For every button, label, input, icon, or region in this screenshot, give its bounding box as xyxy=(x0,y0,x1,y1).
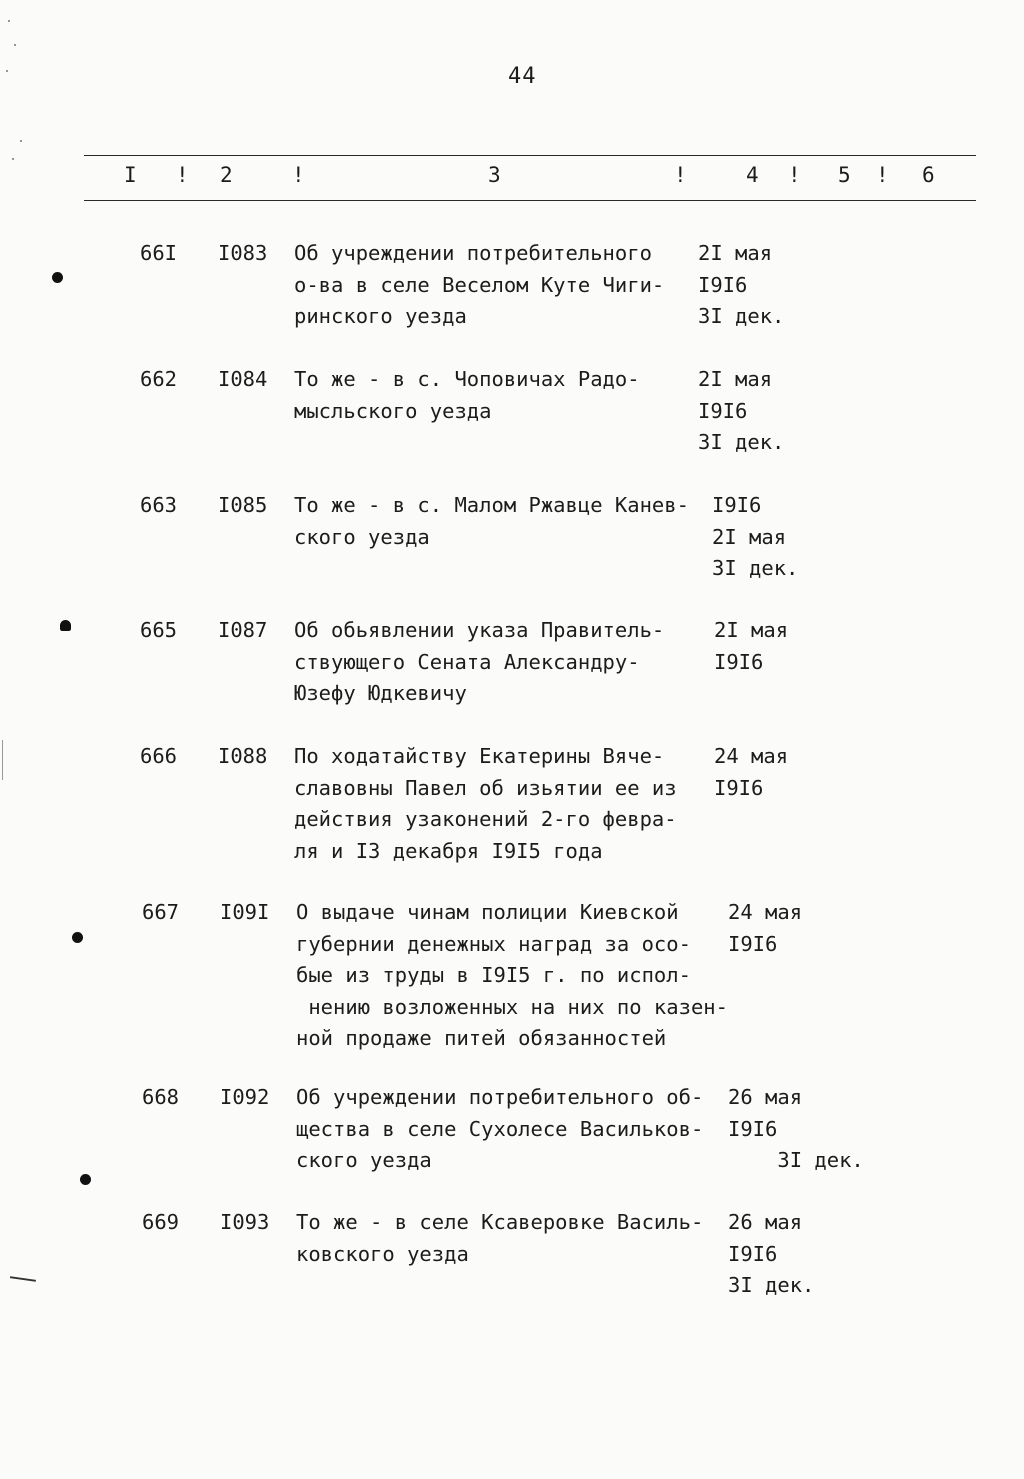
file-code: I084 xyxy=(218,367,268,391)
pen-scratch xyxy=(10,1276,36,1281)
table-header-rule xyxy=(84,200,976,201)
column-header-3: 3 xyxy=(488,163,501,187)
item-number: 666 xyxy=(140,744,178,768)
column-separator: ! xyxy=(788,163,801,187)
binding-hole-mark xyxy=(80,1174,91,1185)
item-description: То же - в с. Чоповичах Радо- мысльского уезда xyxy=(294,367,640,423)
item-description: О выдаче чинам полиции Киевской губернии денежных наград за осо- бые из труды в I9I5 г. по испол- нению возложенных на них по казен- ной продаже питей обязанностей xyxy=(296,900,728,1050)
item-dates: 2I мая I9I6 xyxy=(714,618,789,674)
file-code: I093 xyxy=(220,1210,270,1234)
item-number: 665 xyxy=(140,618,178,642)
column-separator: ! xyxy=(876,163,889,187)
item-dates: 24 мая I9I6 xyxy=(728,900,803,956)
column-header-1: I xyxy=(124,163,137,187)
column-separator: ! xyxy=(674,163,687,187)
column-header-5: 5 xyxy=(838,163,851,187)
item-number: 668 xyxy=(142,1085,180,1109)
file-code: I083 xyxy=(218,241,268,265)
scan-speck xyxy=(8,20,10,22)
item-description: Об обьявлении указа Правитель- ствующего Сената Александру- Юзефу Юдкевичу xyxy=(294,618,665,705)
binding-hole-mark xyxy=(72,932,83,943)
item-dates: 24 мая I9I6 xyxy=(714,744,789,800)
table-top-rule xyxy=(84,155,976,156)
file-code: I087 xyxy=(218,618,268,642)
item-dates: 26 мая I9I6 3I дек. xyxy=(728,1085,864,1172)
item-dates: I9I6 2I мая 3I дек. xyxy=(712,493,799,580)
item-number: 66I xyxy=(140,241,178,265)
item-number: 662 xyxy=(140,367,178,391)
file-code: I09I xyxy=(220,900,270,924)
binding-hole-mark xyxy=(60,620,71,631)
column-header-2: 2 xyxy=(220,163,233,187)
item-description: Об учреждении потребительного об- щества в селе Сухолесе Васильков- ского уезда xyxy=(296,1085,704,1172)
page-edge-mark xyxy=(2,740,3,780)
column-header-4: 4 xyxy=(746,163,759,187)
file-code: I085 xyxy=(218,493,268,517)
item-number: 663 xyxy=(140,493,178,517)
file-code: I088 xyxy=(218,744,268,768)
column-separator: ! xyxy=(176,163,189,187)
item-description: То же - в селе Ксаверовке Василь- ковского уезда xyxy=(296,1210,704,1266)
binding-hole-mark xyxy=(52,272,63,283)
column-header-6: 6 xyxy=(922,163,935,187)
scan-speck xyxy=(12,158,14,160)
item-dates: 2I мая I9I6 3I дек. xyxy=(698,241,785,328)
item-description: То же - в с. Малом Ржавце Канев- ского уезда xyxy=(294,493,689,549)
item-description: По ходатайству Екатерины Вяче- славовны Павел об изьятии ее из действия узаконений 2-го февра- ля и I3 декабря I9I5 года xyxy=(294,744,677,863)
column-separator: ! xyxy=(292,163,305,187)
scan-speck xyxy=(14,44,16,46)
item-dates: 26 мая I9I6 3I дек. xyxy=(728,1210,815,1297)
page-number: 44 xyxy=(508,64,537,89)
scan-speck xyxy=(6,70,8,72)
item-number: 667 xyxy=(142,900,180,924)
scan-speck xyxy=(20,140,22,142)
file-code: I092 xyxy=(220,1085,270,1109)
item-number: 669 xyxy=(142,1210,180,1234)
item-dates: 2I мая I9I6 3I дек. xyxy=(698,367,785,454)
item-description: Об учреждении потребительного о-ва в селе Веселом Куте Чиги- ринского уезда xyxy=(294,241,665,328)
